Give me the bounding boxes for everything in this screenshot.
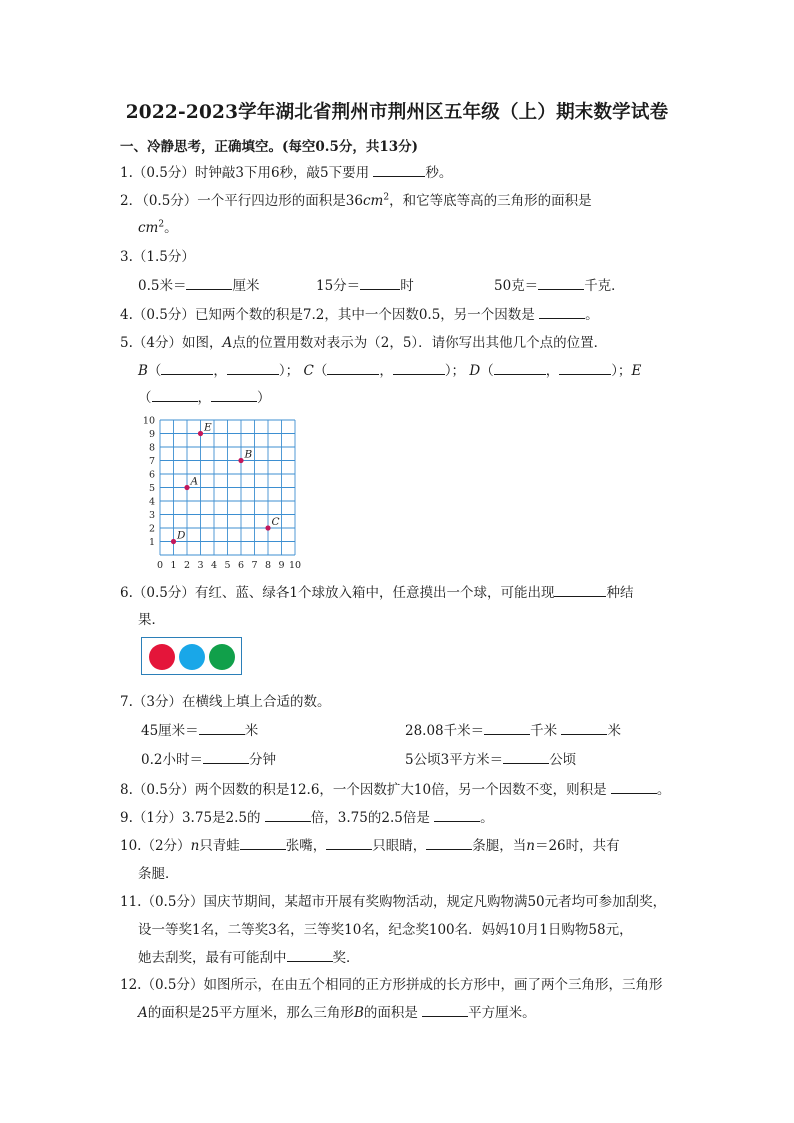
q4-text: 4.（0.5分）已知两个数的积是7.2，其中一个因数0.5，另一个因数是 [120,307,535,323]
grid-point-c [265,525,270,530]
answer-blank[interactable] [373,162,425,177]
q7-p4-text: 5公顷3平方米＝ [405,752,504,768]
q5-answers-row: B（ ， ）； C（ ， ）； D（ ， ）；E [138,359,641,379]
y-tick-label: 9 [148,429,155,440]
x-tick-label: 0 [156,560,164,571]
q7-p2-unit-2: 米 [607,723,621,739]
question-3-head: 3.（1.5分） [120,249,195,265]
q7-p1-text: 45厘米＝ [141,723,199,739]
q7-part-3 [141,748,276,768]
q9-text-2: 倍，3.75的2.5倍是 [310,810,430,826]
x-tick-label: 9 [278,560,285,571]
answer-blank[interactable] [152,387,198,402]
grid-point-label: D [177,529,186,542]
answer-blank[interactable] [494,360,546,375]
q3-p3-text: 50克＝ [494,278,539,294]
question-7-head: 7.（3分）在横线上填上合适的数。 [120,694,331,710]
q9-end: 。 [480,810,494,826]
q5-label-c: C [303,363,314,379]
q12-text: 的面积是25平方厘米，那么三角形 [147,1005,354,1021]
grid-point-d [171,539,176,544]
answer-blank[interactable] [360,275,400,290]
x-tick-label: 5 [224,560,231,571]
red-ball [149,644,175,670]
q7-p1-unit: 米 [244,723,259,739]
question-11: 11.（0.5分）国庆节期间，某超市开展有奖购物活动，规定凡购物满50元者均可参加刮奖， [120,894,667,910]
q6-text-2: 种结 [606,585,634,601]
q2-unit: cm [363,193,384,209]
answer-blank[interactable] [327,360,379,375]
q2-text: 2．（0.5分）一个平行四边形的面积是36 [120,193,363,209]
q12-tri-b: B [353,1005,364,1021]
answer-blank[interactable] [326,835,372,850]
q10-text-6: ＝26时，共有 [534,838,620,854]
q3-p1-text: 0.5米＝ [138,278,187,294]
answer-blank[interactable] [240,835,286,850]
question-1 [120,161,452,181]
x-tick-label: 4 [210,560,218,571]
q12-end: 平方厘米。 [468,1005,536,1021]
q7-p3-text: 0.2小时＝ [141,752,203,768]
answer-blank[interactable] [559,360,611,375]
grid-point-e [198,431,203,436]
grid-point-label: A [190,475,199,488]
q2-unit-2: cm [138,220,159,236]
grid-point-label: C [271,516,280,528]
q10-var-n-2: n [526,838,535,854]
answer-blank[interactable] [186,275,232,290]
answer-blank[interactable] [426,835,472,850]
question-6 [120,581,633,601]
q8-text: 8.（0.5分）两个因数的积是12.6，一个因数扩大10倍，另一个因数不变，则积是 [120,782,607,798]
x-tick-label: 6 [237,560,245,571]
q9-text: 9.（1分）3.75是2.5的 [120,810,261,826]
q5-answers-row-2: （ ， ） [138,386,271,406]
q7-part-1 [141,719,258,739]
q5-text-2: 点的位置用数对表示为（2，5）．请你写出其他几个点的位置． [232,335,608,351]
section-heading: 一、冷静思考，正确填空。(每空0.5分，共13分) [120,139,419,155]
grid-point-label: E [204,421,212,434]
q8-end: 。 [656,782,671,798]
q11-line-3 [138,946,360,966]
x-tick-label: 8 [264,560,272,571]
answer-blank[interactable] [539,304,585,319]
q7-p4-unit: 公顷 [549,752,577,768]
answer-blank[interactable] [503,749,549,764]
q1-unit: 秒。 [425,165,453,181]
exam-title: 2022-2023学年湖北省荆州市荆州区五年级（上）期末数学试卷 [125,102,669,123]
q10-text-5: 条腿，当 [472,838,527,854]
q10-text-3: 张嘴， [285,838,327,854]
blue-ball [179,644,205,670]
answer-blank[interactable] [287,947,333,962]
q6-cont: 果． [138,612,165,628]
answer-blank[interactable] [161,360,213,375]
y-tick-label: 3 [148,510,155,521]
answer-blank[interactable] [554,582,606,597]
question-4 [120,303,599,323]
grid-point-label: B [244,448,253,461]
answer-blank[interactable] [393,360,445,375]
q3-p2-text: 15分＝ [316,278,361,294]
grid-point-b [238,458,243,463]
y-tick-label: 8 [148,442,155,454]
y-tick-label: 5 [148,483,155,494]
q3-p2-unit: 时 [400,278,414,294]
question-12: 12.（0.5分）如图所示，在由五个相同的正方形拼成的长方形中，画了两个三角形，三角形 [120,977,663,993]
q7-part-4 [405,748,576,768]
answer-blank[interactable] [434,807,480,822]
q5-label-d: D [469,363,481,379]
green-ball [209,644,235,670]
question-10 [120,834,620,854]
answer-blank[interactable] [561,720,607,735]
answer-blank[interactable] [538,275,584,290]
q12-tri-a: A [138,1005,148,1021]
y-tick-label: 10 [142,415,155,427]
answer-blank[interactable] [211,387,257,402]
q10-text-2: 只青蛙 [199,838,240,854]
q2-text-2: ，和它等底等高的三角形的面积是 [389,193,592,209]
q3-p3-unit: 千克． [584,278,625,294]
x-tick-label: 7 [251,560,258,571]
answer-blank[interactable] [203,749,249,764]
y-tick-label: 4 [148,496,155,508]
question-8 [120,778,670,798]
q5-label-b: B [138,363,148,379]
q12-text-2: 的面积是 [363,1005,418,1021]
answer-blank[interactable] [422,1002,468,1017]
q3-part-1 [138,274,259,294]
answer-blank[interactable] [484,720,530,735]
x-tick-label: 3 [197,560,204,571]
q11-text: 她去刮奖，最有可能刮中 [138,950,287,966]
q10-cont: 条腿． [138,866,179,882]
x-tick-label: 2 [183,560,191,571]
q1-text: 1.（0.5分）时钟敲3下用6秒，敲5下要用 [120,165,370,181]
q5-point-a: A [222,335,233,351]
question-5 [120,331,607,351]
y-tick-label: 6 [148,469,155,481]
question-2-cont: $cm^2$。 [138,219,178,236]
q5-text: 5.（4分）如图， [120,335,223,351]
q4-end: 。 [585,307,599,323]
ball-box [141,637,242,675]
q11-end: 奖． [332,950,360,966]
y-tick-label: 7 [148,456,155,467]
q7-p3-unit: 分钟 [248,752,276,768]
y-tick-label: 2 [148,523,155,535]
q12-line-2 [138,1001,536,1021]
x-tick-label: 1 [170,560,177,571]
q5-label-e: E [631,363,642,379]
x-tick-label: 10 [288,560,302,571]
q2-end: 。 [164,220,178,236]
y-tick-label: 1 [148,537,155,548]
q6-text: 6.（0.5分）有红、蓝、绿各1个球放入箱中，任意摸出一个球，可能出现 [120,585,555,601]
q11-line-2: 设一等奖1名，二等奖3名，三等奖10名，纪念奖100名．妈妈10月1日购物58元， [138,922,633,938]
answer-blank[interactable] [611,779,657,794]
question-2: 2．（0.5分）一个平行四边形的面积是$36cm^2$，和它等底等高的三角形的面积是 [120,192,592,209]
q10-text: 10.（2分） [120,838,191,854]
q7-part-2 [405,719,621,739]
coordinate-grid [132,412,317,572]
answer-blank[interactable] [227,360,279,375]
q10-text-4: 只眼睛， [372,838,427,854]
q7-p2-unit: 千米 [530,723,558,739]
q3-p1-unit: 厘米 [232,278,260,294]
question-9 [120,806,494,826]
q10-var-n: n [190,838,200,854]
answer-blank[interactable] [265,807,311,822]
q3-part-3 [494,274,625,294]
q7-p2-text: 28.08千米＝ [405,723,485,739]
q3-part-2 [316,274,414,294]
answer-blank[interactable] [199,720,245,735]
grid-point-a [184,485,189,490]
